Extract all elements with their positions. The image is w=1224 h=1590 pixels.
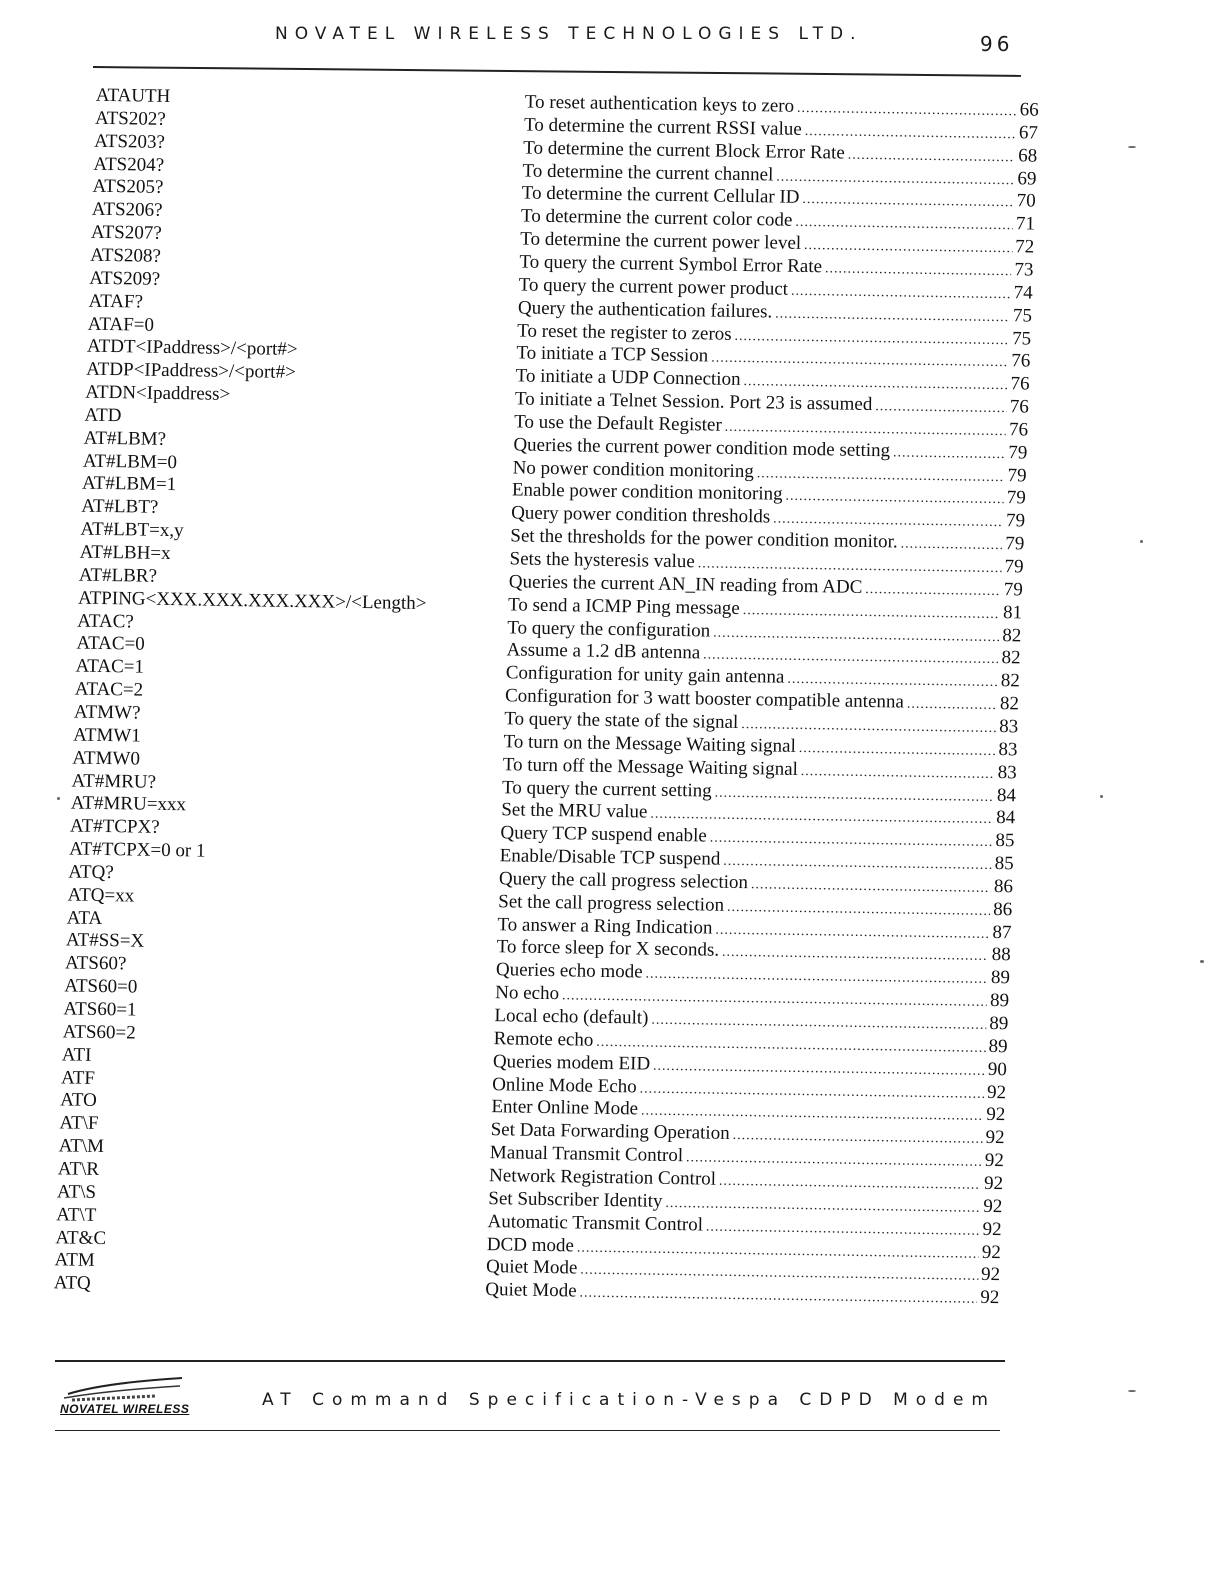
- command-description: To determine the current color code: [520, 205, 793, 231]
- page-reference: 79: [1005, 510, 1026, 532]
- command-name: ATQ: [53, 1272, 91, 1295]
- page-reference: 82: [1002, 624, 1022, 646]
- page-reference: 76: [1008, 419, 1029, 441]
- page-reference: 92: [980, 1264, 1001, 1286]
- scan-speck: [57, 797, 60, 800]
- command-description: Sets the hysteresis value: [509, 548, 695, 573]
- page-reference: 92: [983, 1172, 1004, 1195]
- page-reference: 92: [985, 1127, 1005, 1149]
- page-reference: 83: [999, 716, 1019, 738]
- page-reference: 79: [1004, 556, 1024, 578]
- command-name: AT\M: [58, 1135, 105, 1158]
- command-description: Quiet Mode: [485, 1279, 577, 1302]
- command-description: Set the MRU value: [501, 799, 648, 823]
- page-reference: 71: [1015, 213, 1036, 235]
- dot-leader: [907, 694, 997, 717]
- command-name: ATS60=2: [62, 1021, 136, 1044]
- command-name: ATF: [60, 1066, 96, 1089]
- command-name: AT#LBT?: [81, 495, 159, 519]
- page-reference: 76: [1011, 350, 1031, 372]
- command-description: No power condition monitoring: [512, 456, 754, 482]
- footer-rule-bottom: [55, 1430, 1000, 1431]
- command-name: AT#TCPX?: [69, 815, 160, 839]
- command-description: Enter Online Mode: [491, 1096, 639, 1120]
- command-name: ATA: [66, 907, 103, 929]
- command-description: To reset the register to zeros: [517, 319, 732, 345]
- scan-speck: [1128, 1390, 1136, 1392]
- command-description: Network Registration Control: [488, 1165, 717, 1190]
- command-description: Online Mode Echo: [492, 1073, 637, 1097]
- page-reference: 86: [993, 898, 1013, 921]
- command-name: AT#LBM=0: [82, 450, 178, 473]
- command-description: Enable power condition monitoring: [511, 479, 783, 506]
- page-reference: 76: [1009, 396, 1030, 418]
- scan-speck: [1140, 540, 1143, 543]
- command-name: AT#MRU?: [71, 769, 157, 793]
- command-description: To query the state of the signal: [504, 708, 739, 733]
- page-reference: 85: [995, 830, 1015, 852]
- command-description: To reset authentication keys to zero: [524, 91, 795, 117]
- command-description: To determine the current channel: [522, 160, 774, 185]
- command-name: ATMW0: [72, 747, 141, 770]
- page-reference: 72: [1015, 236, 1035, 258]
- command-description: Set Data Forwarding Operation: [490, 1119, 730, 1145]
- page-reference: 84: [996, 807, 1016, 829]
- command-name: ATAF=0: [87, 313, 155, 336]
- scan-speck: [1200, 960, 1204, 963]
- page-reference: 92: [986, 1081, 1007, 1103]
- command-description: Local echo (default): [494, 1005, 649, 1029]
- command-description: Queries modem EID: [492, 1050, 651, 1075]
- command-name: ATS60=1: [63, 998, 137, 1021]
- command-description: Remote echo: [493, 1028, 594, 1051]
- command-name: ATS206?: [91, 198, 163, 222]
- command-name: AT\T: [56, 1203, 97, 1226]
- page-reference: 89: [989, 1012, 1009, 1035]
- page-reference: 67: [1018, 122, 1039, 144]
- page-reference: 73: [1014, 259, 1034, 281]
- command-description: Assume a 1.2 dB antenna: [506, 639, 701, 664]
- command-description: To send a ICMP Ping message: [507, 594, 741, 619]
- page-reference: 79: [1006, 487, 1026, 509]
- command-name: AT\S: [56, 1181, 97, 1203]
- command-name: ATS60=0: [64, 975, 138, 998]
- page-reference: 74: [1013, 282, 1033, 304]
- company-logo: [60, 1372, 190, 1418]
- command-description: To determine the current power level: [520, 228, 802, 254]
- command-name: AT#MRU=xxx: [70, 792, 187, 816]
- command-name: AT#SS=X: [65, 929, 145, 953]
- page-reference: 92: [982, 1218, 1002, 1240]
- command-name: ATS207?: [90, 221, 162, 244]
- command-description: To determine the current RSSI value: [523, 114, 802, 140]
- command-description: To use the Default Register: [514, 411, 722, 436]
- command-name: ATS203?: [94, 130, 166, 153]
- page-reference: 92: [986, 1104, 1006, 1126]
- page-reference: 83: [997, 761, 1017, 783]
- page-reference: 68: [1018, 144, 1038, 167]
- command-description: Queries the current power condition mode setting: [513, 434, 891, 462]
- page-reference: 92: [980, 1287, 1000, 1309]
- command-name: AT\F: [59, 1112, 99, 1135]
- command-description: Queries echo mode: [495, 959, 643, 983]
- command-name: ATDP<IPaddress>/<port#>: [85, 358, 296, 384]
- command-description: Set Subscriber Identity: [488, 1187, 663, 1212]
- command-name: ATI: [61, 1044, 92, 1066]
- command-name: AT&C: [55, 1226, 107, 1249]
- command-name: AT#LBM=1: [81, 473, 177, 496]
- page-reference: 89: [989, 990, 1010, 1012]
- scan-speck: [1100, 795, 1103, 798]
- page-reference: 92: [981, 1241, 1001, 1263]
- logo-swoosh-icon: [60, 1372, 190, 1404]
- command-name: ATQ=xx: [67, 884, 135, 907]
- command-name: ATAC=2: [74, 678, 144, 701]
- command-description: To determine the current Cellular ID: [521, 182, 800, 209]
- page-reference: 90: [987, 1058, 1008, 1080]
- page-reference: 85: [994, 853, 1014, 875]
- command-description: To force sleep for X seconds.: [496, 936, 720, 962]
- command-description: To turn off the Message Waiting signal: [502, 753, 799, 780]
- command-description: Set the thresholds for the power condition monitor.: [510, 525, 898, 553]
- command-description: Query TCP suspend enable: [500, 822, 707, 847]
- command-name: ATMW?: [73, 701, 141, 724]
- command-description: Query power condition thresholds: [510, 502, 771, 528]
- command-name: ATAUTH: [95, 84, 171, 107]
- command-name: ATDT<IPaddress>/<port#>: [86, 336, 298, 361]
- command-description: Enable/Disable TCP suspend: [499, 845, 721, 870]
- command-name: ATS204?: [93, 153, 165, 176]
- page-reference: 75: [1011, 327, 1032, 350]
- command-description: To initiate a Telnet Session. Port 23 is assumed: [514, 388, 873, 416]
- command-name: ATAF?: [88, 290, 144, 313]
- footer-rule-top: [55, 1360, 1005, 1362]
- command-name: AT#LBM?: [83, 427, 167, 450]
- command-name: ATS205?: [92, 176, 164, 199]
- page-reference: 76: [1010, 373, 1030, 395]
- command-description: Configuration for unity gain antenna: [505, 662, 785, 688]
- page-reference: 92: [984, 1149, 1004, 1172]
- command-description: Quiet Mode: [485, 1256, 578, 1279]
- command-name: ATS202?: [94, 107, 166, 130]
- page-reference: 79: [1008, 441, 1028, 464]
- command-name: ATAC=1: [75, 655, 145, 678]
- command-name: ATS208?: [90, 244, 162, 267]
- page-reference: 87: [992, 921, 1012, 943]
- command-description: Set the call progress selection: [498, 890, 725, 916]
- page-reference: 83: [998, 738, 1018, 761]
- logo-text: NOVATEL WIRELESS: [60, 1402, 190, 1416]
- dot-leader: [900, 534, 1002, 558]
- command-description: Manual Transmit Control: [489, 1142, 684, 1167]
- command-name: ATDN<Ipaddress>: [85, 381, 231, 405]
- footer-document-title: AT Command Specification-Vespa CDPD Modem: [262, 1390, 996, 1410]
- command-description: To query the configuration: [507, 616, 711, 642]
- command-name: ATAC=0: [76, 632, 145, 656]
- command-name: ATQ?: [68, 861, 114, 884]
- page-reference: 75: [1012, 304, 1033, 327]
- header-company-name: NOVATEL WIRELESS TECHNOLOGIES LTD.: [275, 24, 863, 44]
- command-name: ATAC?: [77, 610, 134, 633]
- command-name: ATPING<XXX.XXX.XXX.XXX>/<Length>: [77, 587, 427, 614]
- command-description: To query the current setting: [501, 776, 712, 802]
- command-description: Query the call progress selection: [498, 868, 749, 894]
- command-name: ATS60?: [64, 952, 127, 975]
- command-description: Automatic Transmit Control: [487, 1210, 704, 1236]
- command-description: Queries the current AN_IN reading from ADC: [508, 571, 863, 598]
- command-name: AT#LBT=x,y: [80, 518, 184, 542]
- page-reference: 89: [990, 967, 1011, 989]
- command-name: AT#LBR?: [78, 564, 158, 587]
- command-name: AT\R: [57, 1158, 100, 1180]
- page-number: 96: [980, 32, 1014, 56]
- command-name: AT#TCPX=0 or 1: [68, 838, 206, 862]
- page-reference: 92: [983, 1195, 1003, 1217]
- command-description: DCD mode: [486, 1233, 575, 1256]
- command-description: To query the current Symbol Error Rate: [519, 251, 823, 278]
- command-description: Query the authentication failures.: [517, 297, 773, 323]
- command-name: ATD: [84, 404, 122, 427]
- command-name: AT#LBH=x: [79, 541, 171, 565]
- command-description: To determine the current Block Error Rate: [523, 137, 845, 164]
- command-description: Configuration for 3 watt booster compatible antenna: [504, 685, 905, 713]
- page-reference: 82: [1000, 670, 1020, 692]
- page-reference: 82: [999, 693, 1020, 715]
- command-name: ATMW1: [73, 724, 141, 747]
- page-reference: 79: [1007, 464, 1027, 487]
- page-reference: 66: [1019, 99, 1039, 121]
- page-reference: 70: [1016, 190, 1036, 212]
- command-name: ATM: [54, 1249, 95, 1272]
- command-description: To turn on the Message Waiting signal: [503, 731, 796, 757]
- page-reference: 79: [1005, 533, 1025, 555]
- page-reference: 86: [993, 875, 1014, 898]
- command-description: To initiate a TCP Session: [516, 342, 709, 367]
- page-reference: 89: [988, 1035, 1008, 1058]
- command-description: To initiate a UDP Connection: [515, 365, 741, 391]
- page-reference: 82: [1001, 647, 1021, 669]
- page-reference: 79: [1003, 578, 1023, 601]
- command-description: No echo: [495, 982, 560, 1005]
- command-description: To answer a Ring Indication: [497, 913, 713, 939]
- dot-leader: [579, 1283, 977, 1311]
- command-name: ATO: [60, 1089, 98, 1112]
- page-reference: 88: [991, 944, 1011, 966]
- page-reference: 69: [1017, 167, 1037, 190]
- command-description: To query the current power product: [518, 274, 789, 300]
- page-reference: 84: [996, 784, 1017, 806]
- command-name: ATS209?: [89, 267, 161, 290]
- page-reference: 81: [1002, 601, 1023, 624]
- scan-speck: [1128, 146, 1136, 148]
